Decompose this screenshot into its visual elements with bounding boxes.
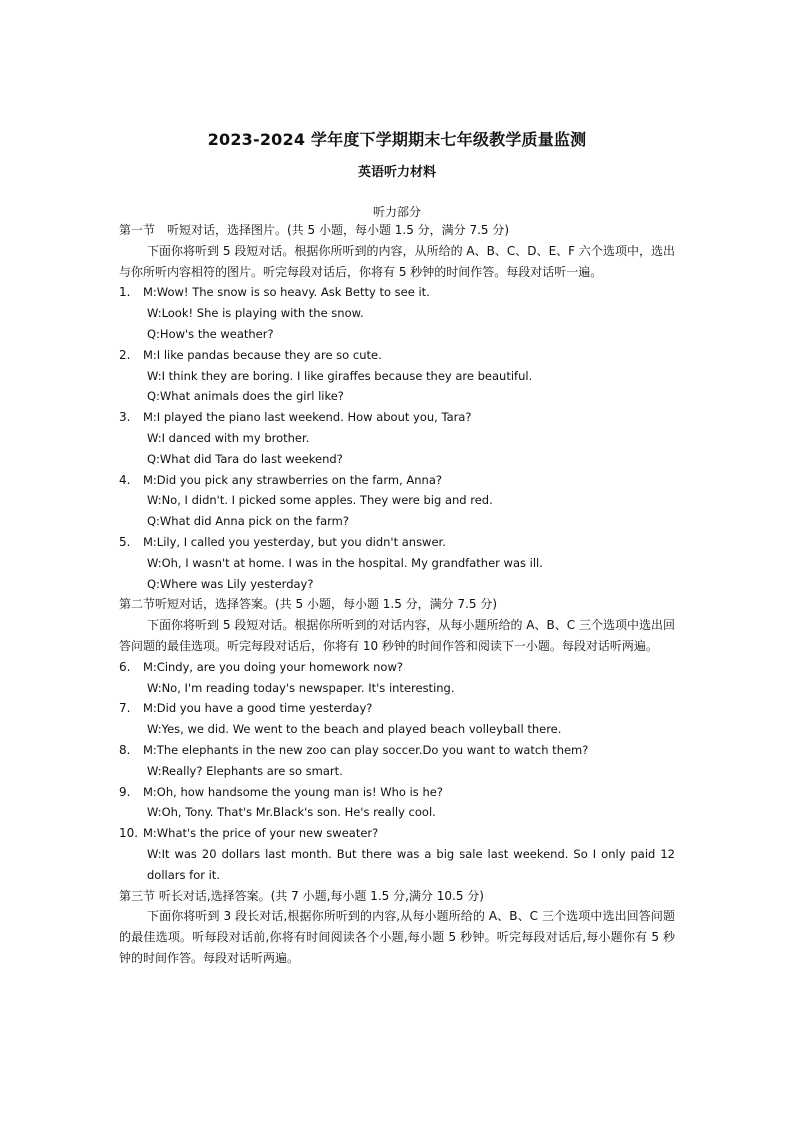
dialogue-line: M:The elephants in the new zoo can play soccer.Do you want to watch them? [143, 742, 589, 757]
list-item [119, 823, 675, 844]
section3-heading: 第三节 听长对话,选择答案。(共 7 小题,每小题 1.5 分,满分 10.5 分) [119, 888, 484, 903]
dialogue-line: W:Oh, I wasn't at home. I was in the hospital. My grandfather was ill. [147, 555, 543, 570]
item-number: 1. [119, 285, 131, 300]
question-line: Q:How's the weather? [147, 326, 274, 341]
part-heading: 听力部分 [372, 205, 421, 219]
dialogue-line: M:Wow! The snow is so heavy. Ask Betty to see it. [143, 285, 430, 300]
dialogue-line: W:It was 20 dollars last month. But there was a big sale last weekend. So I only paid 12 dollars for it. [147, 846, 675, 882]
document-title: 2023-2024 学年度下学期期末七年级教学质量监测 [207, 130, 587, 149]
section2-instruction: 下面你将听到 5 段短对话。根据你所听到的对话内容，从每小题所给的 A、B、C 三个选项中选出回答问题的最佳选项。听完每段对话后，你将有 10 秒钟的时间作答和阅读下一小题。每段对话听两遍。 [119, 618, 675, 653]
item-number: 2. [119, 347, 131, 362]
list-item [119, 532, 675, 553]
listening-body [119, 220, 675, 969]
question-line: Q:What did Tara do last weekend? [147, 451, 343, 466]
item-number: 4. [119, 472, 131, 487]
dialogue-line: W:Yes, we did. We went to the beach and played beach volleyball there. [147, 722, 562, 737]
dialogue-line: M:Cindy, are you doing your homework now? [143, 659, 403, 674]
list-item [119, 657, 675, 678]
item-number: 5. [119, 534, 131, 549]
section2-heading: 第二节听短对话，选择答案。(共 5 小题，每小题 1.5 分，满分 7.5 分) [119, 597, 498, 612]
dialogue-line: M:Oh, how handsome the young man is! Who is he? [143, 784, 443, 799]
list-item [119, 407, 675, 428]
dialogue-line: W:I think they are boring. I like giraffes because they are beautiful. [147, 368, 533, 383]
list-item [119, 282, 675, 303]
item-number: 6. [119, 659, 131, 674]
question-line: Q:What did Anna pick on the farm? [147, 514, 349, 529]
dialogue-line: W:Oh, Tony. That's Mr.Black's son. He's really cool. [147, 805, 436, 820]
item-number: 8. [119, 742, 131, 757]
item-number: 9. [119, 784, 131, 799]
item-number: 10. [119, 826, 139, 841]
dialogue-line: W:No, I'm reading today's newspaper. It's interesting. [147, 680, 455, 695]
document-subtitle: 英语听力材料 [357, 165, 436, 180]
item-number: 7. [119, 701, 131, 716]
list-item [119, 470, 675, 491]
question-line: Q:What animals does the girl like? [147, 389, 344, 404]
list-item [119, 698, 675, 719]
dialogue-line: W:Really? Elephants are so smart. [147, 763, 343, 778]
dialogue-line: W:I danced with my brother. [147, 430, 310, 445]
question-line: Q:Where was Lily yesterday? [147, 576, 314, 591]
list-item [119, 345, 675, 366]
dialogue-line: W:Look! She is playing with the snow. [147, 306, 364, 321]
dialogue-line: M:Did you have a good time yesterday? [143, 701, 373, 716]
section1-heading: 第一节 听短对话，选择图片。(共 5 小题，每小题 1.5 分，满分 7.5 分) [119, 223, 510, 237]
dialogue-line: M:I played the piano last weekend. How about you, Tara? [143, 410, 472, 425]
item-number: 3. [119, 410, 131, 425]
dialogue-line: W:No, I didn't. I picked some apples. They were big and red. [147, 493, 493, 508]
dialogue-line: M:Did you pick any strawberries on the farm, Anna? [143, 472, 442, 487]
dialogue-line: M:What's the price of your new sweater? [143, 826, 379, 841]
dialogue-line: M:I like pandas because they are so cute. [143, 347, 382, 362]
section1-instruction: 下面你将听到 5 段短对话。根据你所听到的内容，从所给的 A、B、C、D、E、F 六个选项中，选出与你所听内容相符的图片。听完每段对话后，你将有 5 秒钟的时间作答。每段对话听一遍。 [119, 243, 675, 279]
list-item [119, 782, 675, 803]
list-item [119, 740, 675, 761]
dialogue-line: M:Lily, I called you yesterday, but you didn't answer. [143, 534, 446, 549]
section3-instruction: 下面你将听到 3 段长对话,根据你所听到的内容,从每小题所给的 A、B、C 三个选项中选出回答问题的最佳选项。听每段对话前,你将有时间阅读各个小题,每小题 5 秒钟。听完每段对话后,每小题你有 5 秒钟的时间作答。每段对话听两遍。 [119, 909, 675, 965]
